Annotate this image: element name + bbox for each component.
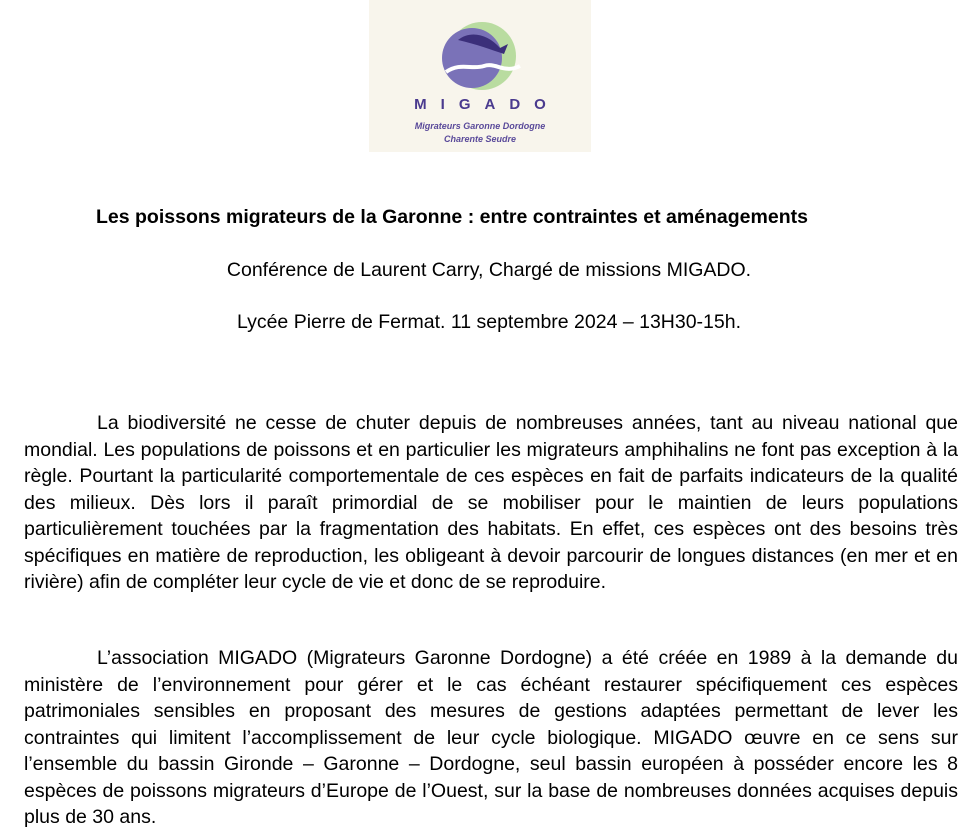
body-paragraph-1: La biodiversité ne cesse de chuter depuis de nombreuses années, tant au niveau national que mondial. Les populations de poissons et en particulier les migrateurs amphihalins ne font pas exception à la règle. Pourtant la particularité comportementale de ces espèces en fait de parfaits indicateurs de la qualité des milieux. Dès lors il paraît primordial de se mobiliser pour le maintien de leurs populations particulièrement touchées par la fragmentation des habitats. En effet, ces espèces ont des besoins très spécifiques en matière de reproduction, les obligeant à devoir parcourir de longues distances (en mer et en rivière) afin de compléter leur cycle de vie et donc de se reproduire.	[24, 412, 958, 593]
logo-name: MIGADO	[414, 96, 560, 113]
logo-subtitle-2: Charente Seudre	[443, 134, 517, 144]
logo-subtitle-1: Migrateurs Garonne Dordogne	[414, 121, 546, 131]
conference-speaker: Conférence de Laurent Carry, Chargé de missions MIGADO.	[226, 259, 752, 281]
migado-logo	[369, 0, 591, 152]
conference-venue-date: Lycée Pierre de Fermat. 11 septembre 2024 – 13H30-15h.	[236, 311, 742, 333]
document-title: Les poissons migrateurs de la Garonne : entre contraintes et aménagements	[96, 206, 808, 228]
body-paragraph-2: L’association MIGADO (Migrateurs Garonne Dordogne) a été créée en 1989 à la demande du ministère de l’environnement pour gérer et le cas échéant restaurer spécifiquement ces espèces patrimoniales sensibles en proposant des mesures de gestions adaptées permettant de lever les contraintes qui limitent l’accomplissement de leur cycle biologique. MIGADO œuvre en ce sens sur l’ensemble du bassin Gironde – Garonne – Dordogne, seul bassin européen à posséder encore les 8 espèces de poissons migrateurs d’Europe de l’Ouest, sur la base de nombreuses données acquises depuis plus de 30 ans.	[24, 647, 958, 828]
fish-emblem-icon	[436, 20, 524, 94]
